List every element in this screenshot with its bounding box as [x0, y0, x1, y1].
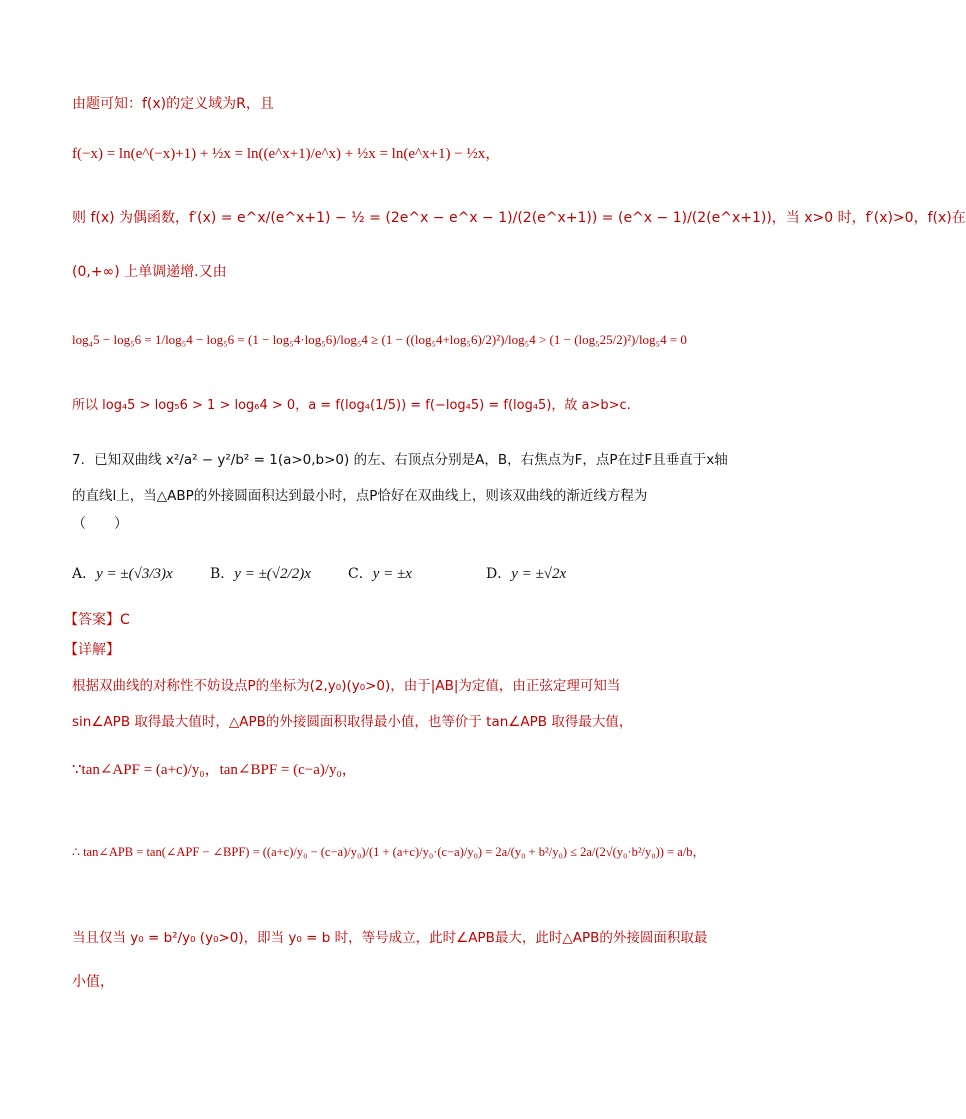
option-b-label: B．	[210, 566, 235, 582]
q7-stem-line1	[72, 450, 728, 470]
prev-line6-text: 所以 log₄5 > log₅6 > 1 > log₆4 > 0，a = f(log₄(1/5)) = f(−log₄5) = f(log₄5)，故 a>b>c.	[72, 398, 631, 413]
prev-eq2	[72, 330, 687, 350]
prev-intro-text: 由题可知：f(x)的定义域为R，且	[72, 96, 274, 112]
option-d-label: D．	[486, 566, 512, 582]
prev-eq1-text: f(−x) = ln(e^(−x)+1) + ½x = ln((e^x+1)/e^x) + ½x = ln(e^x+1) − ½x，	[72, 146, 501, 162]
prev-line3-text: 则 f(x) 为偶函数，f′(x) = e^x/(e^x+1) − ½ = (2e^x − e^x − 1)/(2(e^x+1)) = (e^x − 1)/(2(e^x+1))，当 x>0 时，f′(x)>0，f(x)在	[72, 210, 966, 226]
option-b-expr: y = ±(√2/2)x	[234, 566, 311, 582]
q7-options	[0, 563, 790, 587]
detail-line1	[72, 676, 620, 696]
prev-line4-text: (0,+∞) 上单调递增.又由	[72, 264, 227, 280]
detail-l4-text: ∴ tan∠APB = tan(∠APF − ∠BPF) = ((a+c)/y₀ − (c−a)/y₀)/(1 + (a+c)/y₀·(c−a)/y₀) = 2a/(y₀ + b²/y₀) ≤ 2a/(2√(y₀·b²/y₀)) = a/b，	[72, 845, 706, 859]
prev-line6	[72, 396, 631, 416]
q7-stem2-text: 的直线l上，当△ABP的外接圆面积达到最小时，点P恰好在双曲线上，则该双曲线的渐近线方程为	[72, 488, 648, 504]
detail-l6-text: 小值，	[72, 974, 114, 990]
option-a-label: A．	[72, 566, 97, 582]
prev-eq1	[72, 144, 500, 164]
prev-intro	[72, 94, 274, 114]
option-c-label: C．	[348, 566, 373, 582]
detail-tag-text: 【详解】	[64, 642, 120, 658]
detail-l3-text: ∵tan∠APF = (a+c)/y₀，tan∠BPF = (c−a)/y₀，	[72, 762, 357, 778]
detail-l2-text: sin∠APB 取得最大值时，△APB的外接圆面积取得最小值，也等价于 tan∠APB 取得最大值，	[72, 714, 633, 730]
q7-stem-line3	[72, 514, 128, 534]
q7-stem-line2	[72, 486, 647, 506]
option-a-expr: y = ±(√3/3)x	[96, 566, 173, 582]
detail-line2	[72, 712, 632, 732]
q7-option-a[interactable]	[72, 563, 173, 583]
q7-option-d[interactable]	[486, 563, 566, 583]
option-c-expr: y = ±x	[372, 566, 412, 582]
detail-line6	[72, 972, 114, 992]
prev-eq2-text: log₄5 − log₅6 = 1/log₅4 − log₅6 = (1 − log₅4·log₅6)/log₅4 ≥ (1 − ((log₅4+log₅6)/2)²)/log₅4 > (1 − (log₅25/2)²)/log₅4 = 0	[72, 332, 687, 347]
q7-stem3-text: （ ）	[72, 516, 128, 532]
detail-l1-text: 根据双曲线的对称性不妨设点P的坐标为(2,y₀)(y₀>0)，由于|AB|为定值，由正弦定理可知当	[72, 678, 621, 694]
q7-option-c[interactable]	[348, 563, 412, 583]
detail-line5	[72, 928, 707, 948]
detail-l5-text: 当且仅当 y₀ = b²/y₀ (y₀>0)，即当 y₀ = b 时，等号成立，此时∠APB最大，此时△APB的外接圆面积取最	[72, 930, 708, 946]
q7-option-b[interactable]	[210, 563, 311, 583]
detail-tag	[64, 640, 120, 660]
answer-tag	[64, 610, 130, 630]
detail-line3	[72, 760, 357, 780]
prev-line3	[72, 208, 966, 228]
detail-line4	[72, 842, 705, 862]
prev-line4	[72, 262, 227, 282]
q7-stem1-text: 7．已知双曲线 x²/a² − y²/b² = 1(a>0,b>0) 的左、右顶点分别是A，B，右焦点为F，点P在过F且垂直于x轴	[72, 452, 728, 468]
option-d-expr: y = ±√2x	[511, 566, 567, 582]
answer-text: 【答案】C	[64, 612, 130, 628]
